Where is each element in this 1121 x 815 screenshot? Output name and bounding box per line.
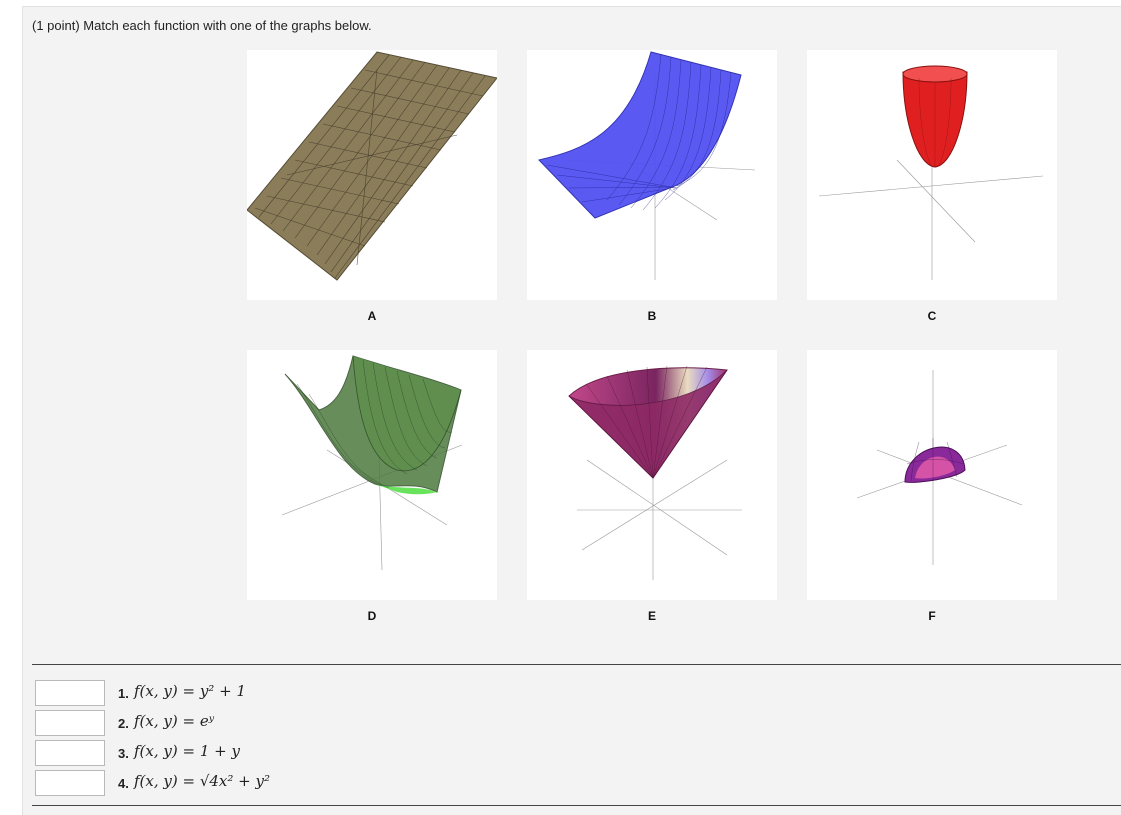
graph-b-label: B bbox=[647, 309, 657, 323]
function-expression-1: f(x, y) = y² + 1 bbox=[134, 682, 246, 700]
graph-c-image bbox=[807, 50, 1057, 300]
item-number-2: 2. bbox=[118, 716, 129, 731]
item-number-1: 1. bbox=[118, 686, 129, 701]
function-expression-3: f(x, y) = 1 + y bbox=[134, 742, 240, 760]
graph-a-image bbox=[247, 50, 497, 300]
graph-c-label: C bbox=[927, 309, 937, 323]
top-divider bbox=[32, 664, 1121, 665]
answer-input-4[interactable] bbox=[35, 770, 105, 796]
function-expression-2: f(x, y) = eʸ bbox=[134, 712, 215, 730]
answer-input-3[interactable] bbox=[35, 740, 105, 766]
item-number-4: 4. bbox=[118, 776, 129, 791]
graph-f-label: F bbox=[928, 609, 936, 623]
answer-input-1[interactable] bbox=[35, 680, 105, 706]
question-prompt: (1 point) Match each function with one of the graphs below. bbox=[32, 18, 372, 33]
item-number-3: 3. bbox=[118, 746, 129, 761]
function-expression-4: f(x, y) = √4x² + y² bbox=[134, 772, 270, 790]
graph-e-image bbox=[527, 350, 777, 600]
answer-input-2[interactable] bbox=[35, 710, 105, 736]
graph-b-image bbox=[527, 50, 777, 300]
graph-a-label: A bbox=[367, 309, 377, 323]
bottom-divider bbox=[32, 805, 1121, 806]
graph-d-label: D bbox=[367, 609, 377, 623]
graph-d-image bbox=[247, 350, 497, 600]
graph-f-image bbox=[807, 350, 1057, 600]
graph-e-label: E bbox=[647, 609, 656, 623]
